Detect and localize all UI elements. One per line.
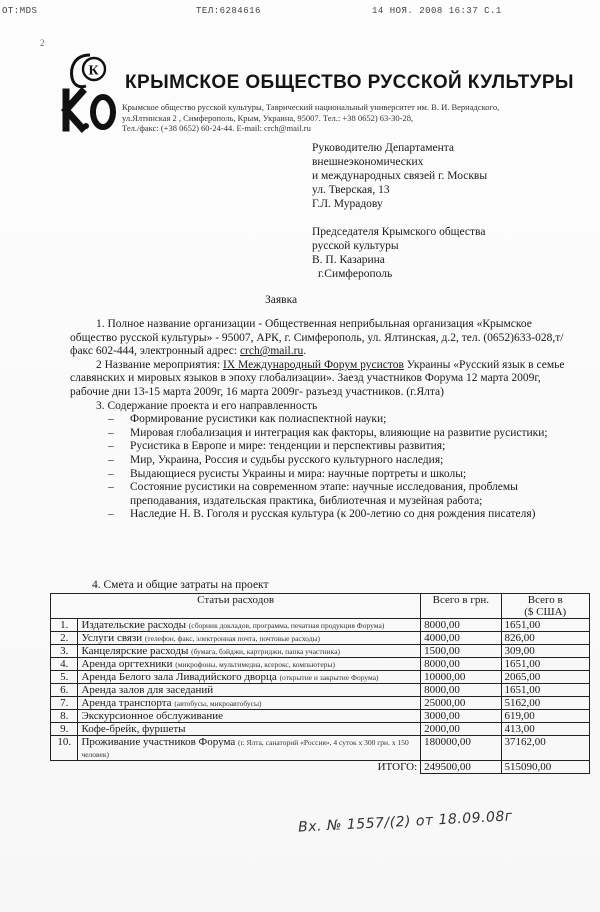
sender-line: В. П. Казарина [312,254,385,266]
recipient-block [312,141,487,211]
row-item-label: Кофе-брейк, фуршеты [81,723,186,735]
row-item-note: (сборник докладов, программа, печатная продукция Форума) [188,621,385,630]
section-organization-name [70,318,580,359]
row-item-label: Аренда залов для заседаний [81,684,214,696]
row-uah: 1500,00 [421,645,501,658]
row-number: 5. [51,671,78,684]
total-label: ИТОГО: [377,761,418,773]
list-item: – Русистика в Европе и мире: тенденции и перспективы развития; [108,440,580,454]
row-item-note: (г. Ялта, санаторий «Россия», 4 суток х 300 грн. х 150 человек) [81,738,409,759]
sender-line: Председателя Крымского общества [312,226,486,238]
row-number: 6. [51,684,78,697]
fax-header-left: OT:MDS [2,6,38,16]
list-item: – Состояние русистики на современном этапе: научные исследования, проблемы преподавания, издательская практика, библиотечная и музейная работа; [108,481,580,508]
row-uah: 25000,00 [421,697,501,710]
table-row [51,723,590,736]
row-usd: 826,00 [501,632,590,645]
section-event-name [70,359,580,400]
row-usd: 5162,00 [501,697,590,710]
row-item-label: Аренда оргтехники [81,658,173,670]
row-usd: 37162,00 [501,736,590,761]
section-1-end: . [303,345,307,358]
table-row [51,710,590,723]
table-row [51,671,590,684]
row-usd: 309,00 [501,645,590,658]
address-line: ул.Ялтинская 2 , Симферополь, Крым, Украина, 95007. Тел.: +38 0652) 63-30-28, [122,112,414,123]
address-line: Тел./факс: (+38 0652) 60-24-44. E-mail: crch@mail.ru [122,123,311,133]
row-usd: 619,00 [501,710,590,723]
handwritten-registration-note: Вх. № 1557/(2) от 18.09.08г [297,808,514,836]
project-directions-list [108,413,580,522]
row-number: 10. [51,736,78,761]
row-item [78,658,421,671]
row-item-label: Проживание участников Форума [81,736,236,748]
table-row [51,619,590,632]
row-item [78,710,421,723]
row-uah: 3000,00 [421,710,501,723]
row-item-label: Экскурсионное обслуживание [81,710,224,722]
row-item-label: Услуги связи [81,632,143,644]
header-usd [501,594,590,619]
sender-block [312,225,485,281]
row-item-label: Издательские расходы [81,619,187,631]
table-row [51,697,590,710]
table-row [51,645,590,658]
row-number: 7. [51,697,78,710]
section-3-title: 3. Содержание проекта и его направленность [96,399,318,412]
sender-line: г.Симферополь [318,268,393,280]
row-item [78,684,421,697]
section-2-prefix: 2 Название мероприятия: [96,358,224,371]
section-2-text: Украины «Русский язык в семье славянских и мировых языков в эпоху глобализации». Заезд участников Форума 12 марта 2009г, рабочие дни 13-15 марта 2009г, 16 марта 2009г- разъезд участников. (г.Ялта) [70,358,565,398]
row-usd: 1651,00 [501,658,590,671]
logo-letter: К [88,63,99,79]
recipient-line: ул. Тверская, 13 [312,184,390,196]
row-item-note: (автобусы, микроавтобусы) [174,699,262,708]
email-link[interactable]: crch@mail.ru [239,345,304,358]
sender-line: русской культуры [312,240,399,252]
row-number: 8. [51,710,78,723]
row-uah: 8000,00 [421,658,501,671]
row-item-label: Аренда транспорта [81,697,172,709]
list-item: – Мировая глобализация и интеграция как факторы, влияющие на развитие русистики; [108,427,580,441]
total-uah: 249500,00 [421,761,501,774]
table-row [51,684,590,697]
total-usd: 515090,00 [501,761,590,774]
section-4-title: 4. Смета и общие затраты на проект [92,579,269,591]
row-usd: 2065,00 [501,671,590,684]
row-item [78,671,421,684]
row-uah: 180000,00 [421,736,501,761]
table-total-row [51,761,590,774]
row-usd: 1651,00 [501,619,590,632]
row-number: 4. [51,658,78,671]
application-body [70,318,580,522]
header-uah: Всего в грн. [421,594,501,619]
row-uah: 8000,00 [421,619,501,632]
organization-title: КРЫМСКОЕ ОБЩЕСТВО РУССКОЙ КУЛЬТУРЫ [125,72,574,93]
fax-header-phone: ТЕЛ:6284616 [196,6,261,16]
row-usd: 413,00 [501,723,590,736]
row-item [78,697,421,710]
list-item: – Мир, Украина, Россия и судьбы русского культурного наследия; [108,454,580,468]
row-item-label: Канцелярские расходы [81,645,189,657]
row-item [78,632,421,645]
row-number: 9. [51,723,78,736]
budget-table [50,593,590,774]
list-item: – Наследие Н. В. Гоголя и русская культура (к 200-летию со дня рождения писателя) [108,508,580,522]
row-number: 3. [51,645,78,658]
row-uah: 8000,00 [421,684,501,697]
row-item-note: (открытие и закрытие Форума) [279,673,379,682]
row-number: 1. [51,619,78,632]
row-item [78,723,421,736]
section-1-text: 1. Полное название организации - Общественная неприбыльная организация «Крымское общество русской культуры» - 95007, АРК, г. Симферополь, ул. Ялтинская, д.2, тел. (0652)633-028,т/факс 602-444, электронный адрес: [70,318,564,358]
organization-logo-icon [60,52,116,134]
list-item: – Выдающиеся русисты Украины и мира: научные портреты и школы; [108,468,580,482]
header-usd-line2: ($ США) [524,606,567,618]
address-line: Крымское общество русской культуры, Таврический национальный университет им. В. И. Вернадского, [122,102,500,112]
header-usd-line1: Всего в [527,594,563,606]
list-item: – Формирование русистики как полиаспектной науки; [108,413,580,427]
row-uah: 10000,00 [421,671,501,684]
event-name: IX Международный Форум русистов [223,358,404,371]
row-item-note: (бумага, бэйджи, картриджи, папка участника) [191,647,341,656]
row-item [78,645,421,658]
table-row [51,632,590,645]
table-header-row [51,594,590,619]
row-item [78,736,421,761]
organization-address [122,102,592,134]
fax-header-date: 14 НОЯ. 2008 16:37 С.1 [372,6,502,16]
row-item-note: (микрофоны, мультимедиа, ксерокс, компьютеры) [175,660,335,669]
row-item-label: Аренда Белого зала Ливадийского дворца [81,671,277,683]
recipient-line: и международных связей г. Москвы [312,170,488,182]
row-usd: 1651,00 [501,684,590,697]
row-item-note: (телефон, факс, электронная почта, почтовые расходы) [144,634,321,643]
corner-mark: 2 [40,38,45,48]
application-title: Заявка [265,294,298,306]
row-uah: 4000,00 [421,632,501,645]
recipient-line: Г.Л. Мурадову [312,198,383,210]
row-number: 2. [51,632,78,645]
table-row [51,736,590,761]
recipient-line: Руководителю Департамента [312,142,455,154]
row-uah: 2000,00 [421,723,501,736]
row-item [78,619,421,632]
recipient-line: внешнеэкономических [312,156,424,168]
header-item: Статьи расходов [51,594,421,619]
table-row [51,658,590,671]
